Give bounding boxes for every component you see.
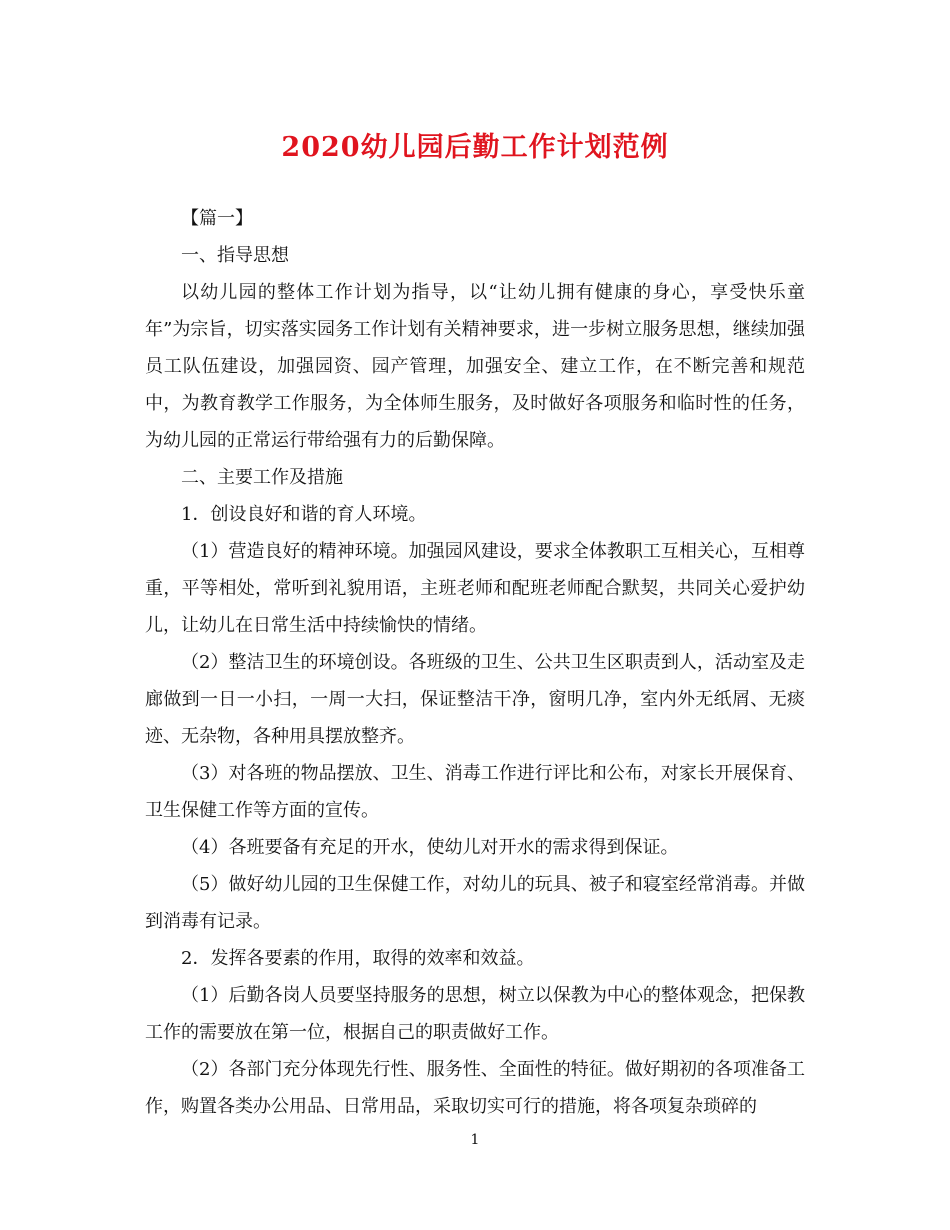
paragraph-guiding-ideology: 以幼儿园的整体工作计划为指导，以“让幼儿拥有健康的身心，享受快乐童年”为宗旨，切实落实园务工作计划有关精神要求，进一步树立服务思想，继续加强员工队伍建设，加强园资、园产管理，加强安全、建立工作，在不断完善和规范中，为教育教学工作服务，为全体师生服务，及时做好各项服务和临时性的任务，为幼儿园的正常运行带给强有力的后勤保障。 [145,282,805,451]
heading-main-work: 二、主要工作及措施 [181,467,343,488]
section-label: 【篇一】 [181,208,253,229]
page-number: 1 [470,1132,480,1148]
subheading-environment: 1．创设良好和谐的育人环境。 [181,504,427,525]
subheading-efficiency: 2．发挥各要素的作用，取得的效率和效益。 [181,948,535,969]
heading-guiding-ideology: 一、指导思想 [181,245,289,266]
document-title: 2020幼儿园后勤工作计划范例 [281,132,669,163]
paragraph-item-1-4: （4）各班要备有充足的开水，使幼儿对开水的需求得到保证。 [181,837,679,858]
paragraph-item-1-2: （2）整洁卫生的环境创设。各班级的卫生、公共卫生区职责到人，活动室及走廊做到一日一小扫，一周一大扫，保证整洁干净，窗明几净，室内外无纸屑、无痰迹、无杂物，各种用具摆放整齐。 [145,652,805,747]
document-body [145,200,805,1125]
paragraph-item-1-5: （5）做好幼儿园的卫生保健工作，对幼儿的玩具、被子和寝室经常消毒。并做到消毒有记录。 [145,874,805,932]
paragraph-item-2-1: （1）后勤各岗人员要坚持服务的思想，树立以保教为中心的整体观念，把保教工作的需要放在第一位，根据自己的职责做好工作。 [145,985,805,1043]
paragraph-item-1-1: （1）营造良好的精神环境。加强园风建设，要求全体教职工互相关心，互相尊重，平等相处，常听到礼貌用语，主班老师和配班老师配合默契，共同关心爱护幼儿，让幼儿在日常生活中持续愉快的情绪。 [145,541,805,636]
paragraph-item-2-2: （2）各部门充分体现先行性、服务性、全面性的特征。做好期初的各项准备工作，购置各类办公用品、日常用品，采取切实可行的措施，将各项复杂琐碎的 [145,1059,805,1117]
paragraph-item-1-3: （3）对各班的物品摆放、卫生、消毒工作进行评比和公布，对家长开展保育、卫生保健工作等方面的宣传。 [145,763,805,821]
